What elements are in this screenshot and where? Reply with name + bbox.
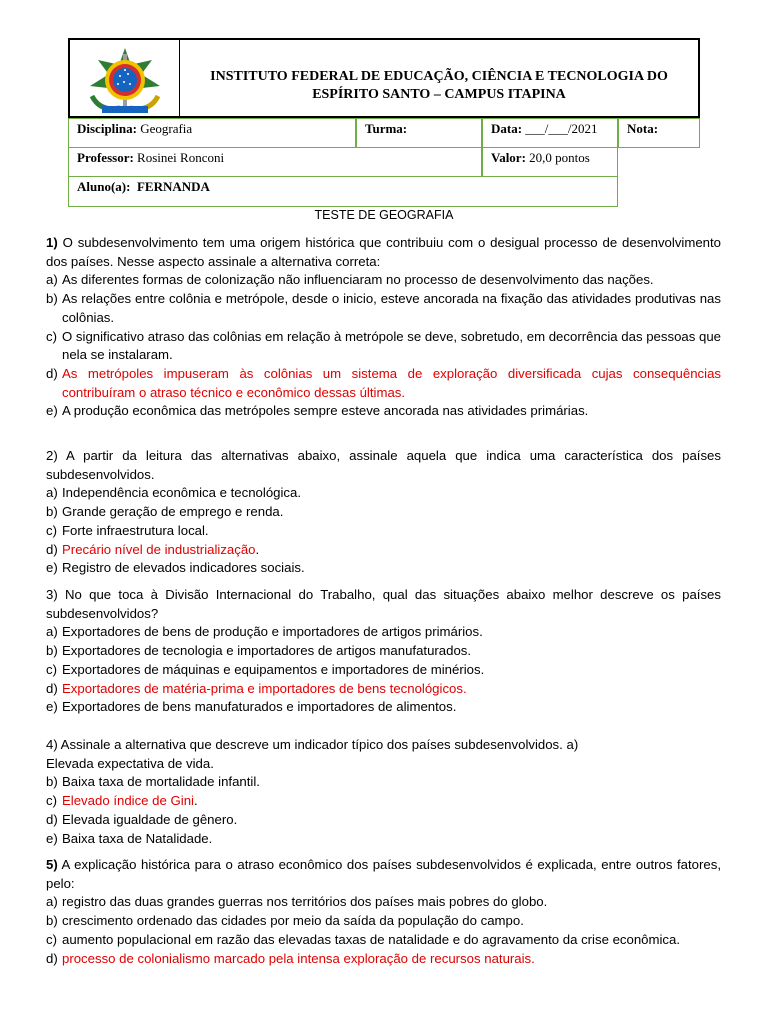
brasil-coat-of-arms-icon (80, 46, 170, 116)
institute-line-1: INSTITUTO FEDERAL DE EDUCAÇÃO, CIÊNCIA E TECNOLOGIA DO (210, 69, 668, 84)
turma-cell (356, 118, 482, 148)
q5-option-a (46, 893, 721, 912)
professor-label: Professor: (77, 150, 134, 165)
option-key: a) (46, 624, 58, 640)
option-text: Grande geração de emprego e renda. (62, 504, 284, 520)
q3-text: No que toca à Divisão Internacional do Trabalho, qual das situações abaixo melhor descreve os países subdesenvolvidos? (46, 587, 721, 621)
q1-number: 1) (46, 235, 58, 250)
data-cell (482, 118, 618, 148)
q3-number: 3) (46, 587, 58, 602)
question-1 (46, 234, 721, 421)
option-key: e) (46, 830, 58, 846)
aluno-label: Aluno(a): (77, 179, 131, 194)
option-key: c) (46, 328, 57, 344)
option-text: Baixa taxa de Natalidade. (62, 830, 213, 846)
option-key: b) (46, 774, 58, 790)
q4-number: 4) (46, 737, 58, 752)
option-text: Forte infraestrutura local. (62, 522, 209, 538)
option-key: e) (46, 403, 58, 419)
valor-cell (482, 147, 618, 177)
professor-cell (68, 147, 482, 177)
q4-text: Assinale a alternativa que descreve um indicador típico dos países subdesenvolvidos. a) (57, 737, 579, 752)
q2-option-c (46, 522, 721, 541)
option-key: d) (46, 365, 58, 381)
nota-label: Nota: (627, 121, 659, 136)
option-key: c) (46, 522, 57, 538)
option-text: crescimento ordenado das cidades por meio da saída da população do campo. (62, 913, 524, 929)
q1-option-a (46, 271, 721, 290)
q1-option-e (46, 402, 721, 421)
option-text: . (193, 793, 198, 809)
option-key: a) (46, 485, 58, 501)
aluno-cell (68, 176, 618, 207)
q3-option-e (46, 698, 721, 717)
q1-option-b (46, 290, 721, 327)
turma-label: Turma: (365, 121, 408, 136)
test-title: TESTE DE GEOGRAFIA (314, 208, 454, 222)
q3-option-c (46, 661, 721, 680)
option-key: c) (46, 793, 57, 809)
q2-number: 2) (46, 448, 58, 463)
option-text: A produção econômica das metrópoles sempre esteve ancorada nas atividades primárias. (62, 403, 589, 419)
option-key: a) (46, 272, 58, 288)
option-text: Registro de elevados indicadores sociais. (62, 560, 305, 576)
q2-option-d-answer (46, 541, 721, 560)
option-text: Elevado índice de Gini (62, 793, 194, 809)
professor-value: Rosinei Ronconi (133, 150, 225, 165)
data-label: Data: (491, 121, 523, 136)
option-text: As relações entre colônia e metrópole, desde o inicio, esteve ancorada na fixação das atividades produtivas nas colônias. (62, 291, 721, 325)
q2-option-a (46, 484, 721, 503)
q3-option-a (46, 623, 721, 642)
data-value: ___/___/2021 (522, 121, 598, 136)
option-key: c) (46, 931, 57, 947)
info-row-1 (68, 118, 700, 148)
q3-option-d-answer (46, 680, 721, 699)
info-row-2 (68, 147, 700, 177)
q5-option-c (46, 931, 721, 950)
valor-value: 20,0 pontos (525, 150, 590, 165)
q4-option-c-answer (46, 792, 721, 811)
q5-option-d-answer (46, 950, 721, 969)
info-row-3 (68, 176, 700, 207)
logo-cell (70, 40, 180, 116)
q5-text: A explicação histórica para o atraso econômico dos países subdesenvolvidos é explicada, entre outros fatores, pelo: (46, 857, 721, 891)
option-text: As diferentes formas de colonização não influenciaram no processo de desenvolvimento das nações. (62, 272, 654, 288)
question-5 (46, 856, 721, 968)
option-text: Exportadores de bens de produção e importadores de artigos primários. (62, 624, 483, 640)
option-text: As metrópoles impuseram às colônias um sistema de exploração diversificada cujas consequências contribuíram o atraso técnico e econômico dessas últimas. (62, 365, 721, 400)
q4-option-e (46, 830, 721, 849)
option-key: d) (46, 680, 58, 696)
option-text: Elevada igualdade de gênero. (62, 811, 238, 827)
option-text: Exportadores de máquinas e equipamentos e importadores de minérios. (62, 661, 485, 677)
option-key: b) (46, 913, 58, 929)
q1-option-c (46, 328, 721, 365)
disciplina-cell (68, 118, 356, 148)
option-text: O significativo atraso das colônias em relação à metrópole se deve, sobretudo, em decorrência das pessoas que nela se instalaram. (62, 328, 722, 363)
option-key: e) (46, 560, 58, 576)
option-text: Independência econômica e tecnológica. (62, 485, 302, 501)
valor-label: Valor: (491, 150, 526, 165)
q4-option-a-text: Elevada expectativa de vida. (46, 755, 214, 771)
option-key: e) (46, 699, 58, 715)
institute-line-2: ESPÍRITO SANTO – CAMPUS ITAPINA (312, 87, 566, 102)
option-key: d) (46, 950, 58, 966)
option-text: processo de colonialismo marcado pela intensa exploração de recursos naturais. (62, 950, 535, 966)
nota-cell (618, 118, 700, 148)
question-3 (46, 586, 721, 717)
disciplina-value: Geografia (136, 121, 193, 136)
q3-option-b (46, 642, 721, 661)
option-key: a) (46, 894, 58, 910)
option-text: Precário nível de industrialização (62, 541, 256, 557)
q5-option-b (46, 912, 721, 931)
q1-option-d-answer (46, 365, 721, 402)
q2-option-e (46, 559, 721, 578)
institute-name (188, 68, 690, 104)
option-text: Exportadores de bens manufaturados e importadores de alimentos. (62, 699, 457, 715)
option-key: b) (46, 291, 58, 307)
aluno-value: FERNANDA (130, 179, 210, 194)
q1-text: O subdesenvolvimento tem uma origem histórica que contribuiu com o desigual processo de desenvolvimento dos países. Nesse aspecto assinale a alternativa correta: (46, 235, 721, 269)
option-text: . (255, 541, 260, 557)
q2-option-b (46, 503, 721, 522)
q2-text: A partir da leitura das alternativas abaixo, assinale aquela que indica uma característica dos países subdesenvolvidos. (46, 448, 721, 482)
q4-option-d (46, 811, 721, 830)
q4-option-b (46, 773, 721, 792)
q5-number: 5) (46, 857, 58, 872)
option-key: d) (46, 811, 58, 827)
option-text: Exportadores de matéria-prima e importadores de bens tecnológicos. (62, 680, 467, 696)
option-key: b) (46, 643, 58, 659)
option-key: d) (46, 541, 58, 557)
header-box (68, 38, 700, 118)
option-key: c) (46, 661, 57, 677)
option-text: aumento populacional em razão das elevadas taxas de natalidade e do agravamento da crise econômica. (62, 931, 681, 947)
disciplina-label: Disciplina: (77, 121, 137, 136)
question-4 (46, 736, 721, 848)
option-key: b) (46, 504, 58, 520)
question-2 (46, 447, 721, 578)
option-text: Baixa taxa de mortalidade infantil. (62, 774, 260, 790)
option-text: registro das duas grandes guerras nos territórios dos países mais pobres do globo. (62, 894, 548, 910)
option-text: Exportadores de tecnologia e importadores de artigos manufaturados. (62, 643, 472, 659)
